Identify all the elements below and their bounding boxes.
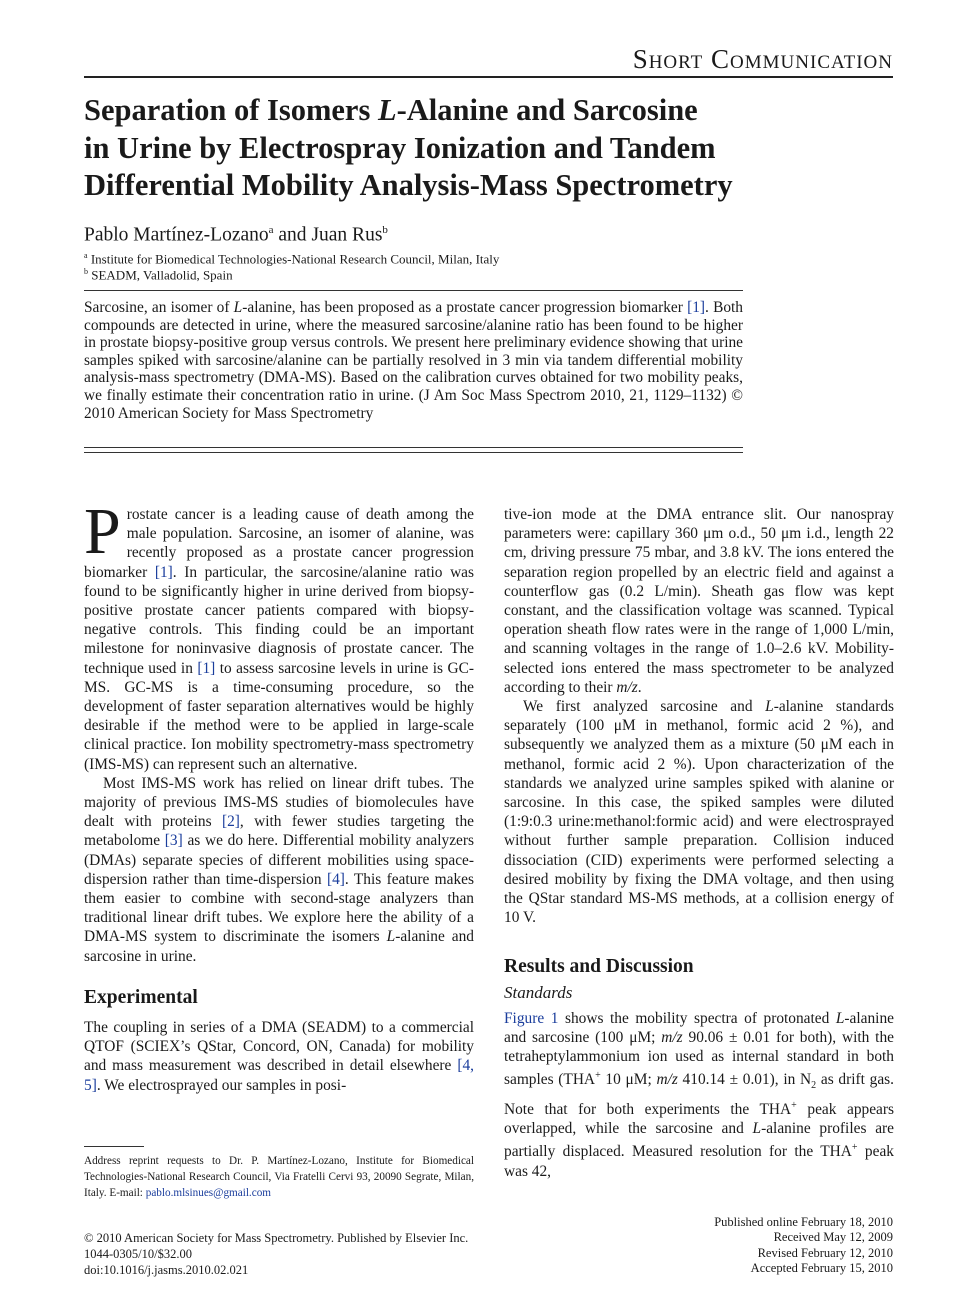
drop-cap: P (84, 495, 121, 568)
heading-experimental: Experimental (84, 986, 198, 1008)
published-date: Published online February 18, 2010 (714, 1215, 893, 1229)
article-title: Separation of Isomers L-Alanine and Sarcosine in Urine by Electrospray Ionization and Tandem Differential Mobility Analysis-Mass Spectrometry (84, 93, 733, 202)
intro-paragraph: Prostate cancer is a leading cause of death among the male population. Sarcosine, an isomer of alanine, was recently proposed as a prostate cancer progression biomarker [1]. In particular, the sarcosine/alanine ratio was found to be significantly higher in urine derived from biopsy-positive prostate cancer patients compared with biopsy-negative controls. This finding could be an important milestone for noninvasive diagnosis of prostate cancer. The technique used in [1] to assess sarcosine levels in urine is GC-MS. GC-MS is a time-consuming procedure, so the development of faster separation alternatives would be highly desirable if the method were to be applied in large-scale clinical practice. Ion mobility spectrometry-mass spectrometry (IMS-MS) can represent such an alternative. (84, 495, 474, 773)
doi: doi:10.1016/j.jasms.2010.02.021 (84, 1263, 249, 1277)
accepted-date: Accepted February 15, 2010 (750, 1261, 893, 1276)
paragraph: We first analyzed sarcosine and L-alanine standards separately (100 μM in methanol, formic acid 2 %), and subsequently we analyzed them as a mixture (50 μM each in methanol, formic acid 2 %). Upon characterization of the standards we analyzed urine samples spiked with alanine or sarcosine. In this case, the spiked samples were diluted (1:9:0.3 urine:methanol:formic acid) and were electrosprayed without further sample preparation. Collision induced dissociation (CID) experiments were performed selecting a desired mobility by fixing the DMA voltage, and then using the QStar standard MS-MS methods, at a collision energy of 10 V. (504, 698, 895, 927)
body-column-right (504, 505, 894, 1181)
authors: Pablo Martínez-Lozano$^a$ and Juan Rus$^b$ (84, 224, 388, 246)
paragraph: The coupling in series of a DMA (SEADM) to a commercial QTOF (SCIEX’s QStar, Concord, ON, Canada) for mobility and mass measurement was described in detail elsewhere [4, 5]. We electrosprayed our samples in posi- (84, 1019, 474, 1094)
paragraph: Figure 1 shows the mobility spectra of protonated L-alanine and sarcosine (100 μM; m/z 90.06 ± 0.01 for both), with the tetraheptylammonium ion used as internal standard in both samples (THA+ 10 μM; m/z 410.14 ± 0.01), in $N_2$ as drift gas. Note that for both experiments the THA+ peak appears overlapped, while the sarcosine and L-alanine profiles are partially displaced. Measured resolution for the THA+ peak was 42, (504, 1009, 895, 1180)
heading-standards: Standards (504, 982, 573, 1002)
ref-link[interactable]: [4] (326, 870, 345, 888)
revised-date: Revised February 12, 2010 (757, 1245, 893, 1260)
correspondence-footnote: Address reprint requests to Dr. P. Martínez-Lozano, Institute for Biomedical Technologies-National Research Council, Via Fratelli Cervi 93, 20090 Segrate, Milan, Italy. E-mail: pablo.mlsinues@gmail.com (84, 1155, 474, 1199)
affiliation-b: $^b$ SEADM, Valladolid, Spain (84, 267, 233, 283)
ref-link[interactable]: [1] (197, 659, 216, 677)
abstract: Sarcosine, an isomer of L-alanine, has been proposed as a prostate cancer progression biomarker [1]. Both compounds are detected in urine, where the measured sarcosine/alanine ratio has been found to be higher in prostate biopsy-positive group versus controls. We present here preliminary evidence showing that urine samples spiked with sarcosine/alanine can be partially resolved in 3 min via tandem differential mobility analysis-mass spectrometry (DMA-MS). Based on the calibration curves obtained for two mobility peaks, we finally estimate their concentration ratio in urine. (J Am Soc Mass Spectrom 2010, 21, 1129–1132) © 2010 American Society for Mass Spectrometry (84, 299, 743, 422)
figure-link[interactable]: Figure 1 (504, 1009, 559, 1027)
ref-link[interactable]: [4, 5] (84, 1057, 474, 1094)
ref-link[interactable]: [1] (687, 299, 706, 316)
received-date: Received May 12, 2009 (773, 1230, 893, 1245)
ref-link[interactable]: [1] (154, 563, 173, 581)
paragraph: Most IMS-MS work has relied on linear drift tubes. The majority of previous IMS-MS studies of biomolecules have dealt with proteins [2], with fewer studies targeting the metabolome [3] as we do here. Differential mobility analyzers (DMAs) separate species of different mobilities using space-dispersion rather than time-dispersion [4]. This feature makes them easier to combine with second-stage analyzers than traditional linear drift tubes. We explore here the ability of a DMA-MS system to discriminate the isomers L-alanine and sarcosine in urine. (84, 774, 474, 965)
section-label: Short Communication (632, 44, 893, 74)
abstract-bottom-rule-1 (84, 447, 743, 448)
footer-left (84, 1230, 468, 1278)
header-rule (84, 76, 893, 78)
abstract-bottom-rule-2 (84, 452, 743, 453)
ref-link[interactable]: [2] (221, 813, 240, 831)
footer-right (714, 1215, 893, 1277)
ref-link[interactable]: [3] (164, 832, 183, 850)
affiliation-a: $^a$ Institute for Biomedical Technologies-National Research Council, Milan, Italy (84, 251, 500, 267)
copyright: © 2010 American Society for Mass Spectrometry. Published by Elsevier Inc. (84, 1231, 469, 1245)
issn: 1044-0305/10/$32.00 (84, 1247, 192, 1261)
heading-results: Results and Discussion (504, 956, 694, 978)
body-column-left (84, 495, 474, 1095)
paragraph: tive-ion mode at the DMA entrance slit. Our nanospray parameters were: capillary 360 μm o.d., 50 μm i.d., length 22 cm, driving pressure 75 mbar, and 3.8 kV. The ions entered the separation region propelled by an electric field and against a counterflow gas (0.2 L/min). Sheath gas flow was kept constant, and the classification voltage was scanned. Typical operation sheath flow rates were in the range of 1,000 L/min, and scanning voltages in the range of 1.0–2.6 kV. Mobility-selected ions entered the mass spectrometer to be analyzed according to their m/z. (504, 506, 894, 696)
abstract-top-rule (84, 290, 743, 291)
email-link[interactable]: pablo.mlsinues@gmail.com (145, 1186, 271, 1199)
footnote-rule (84, 1146, 144, 1147)
